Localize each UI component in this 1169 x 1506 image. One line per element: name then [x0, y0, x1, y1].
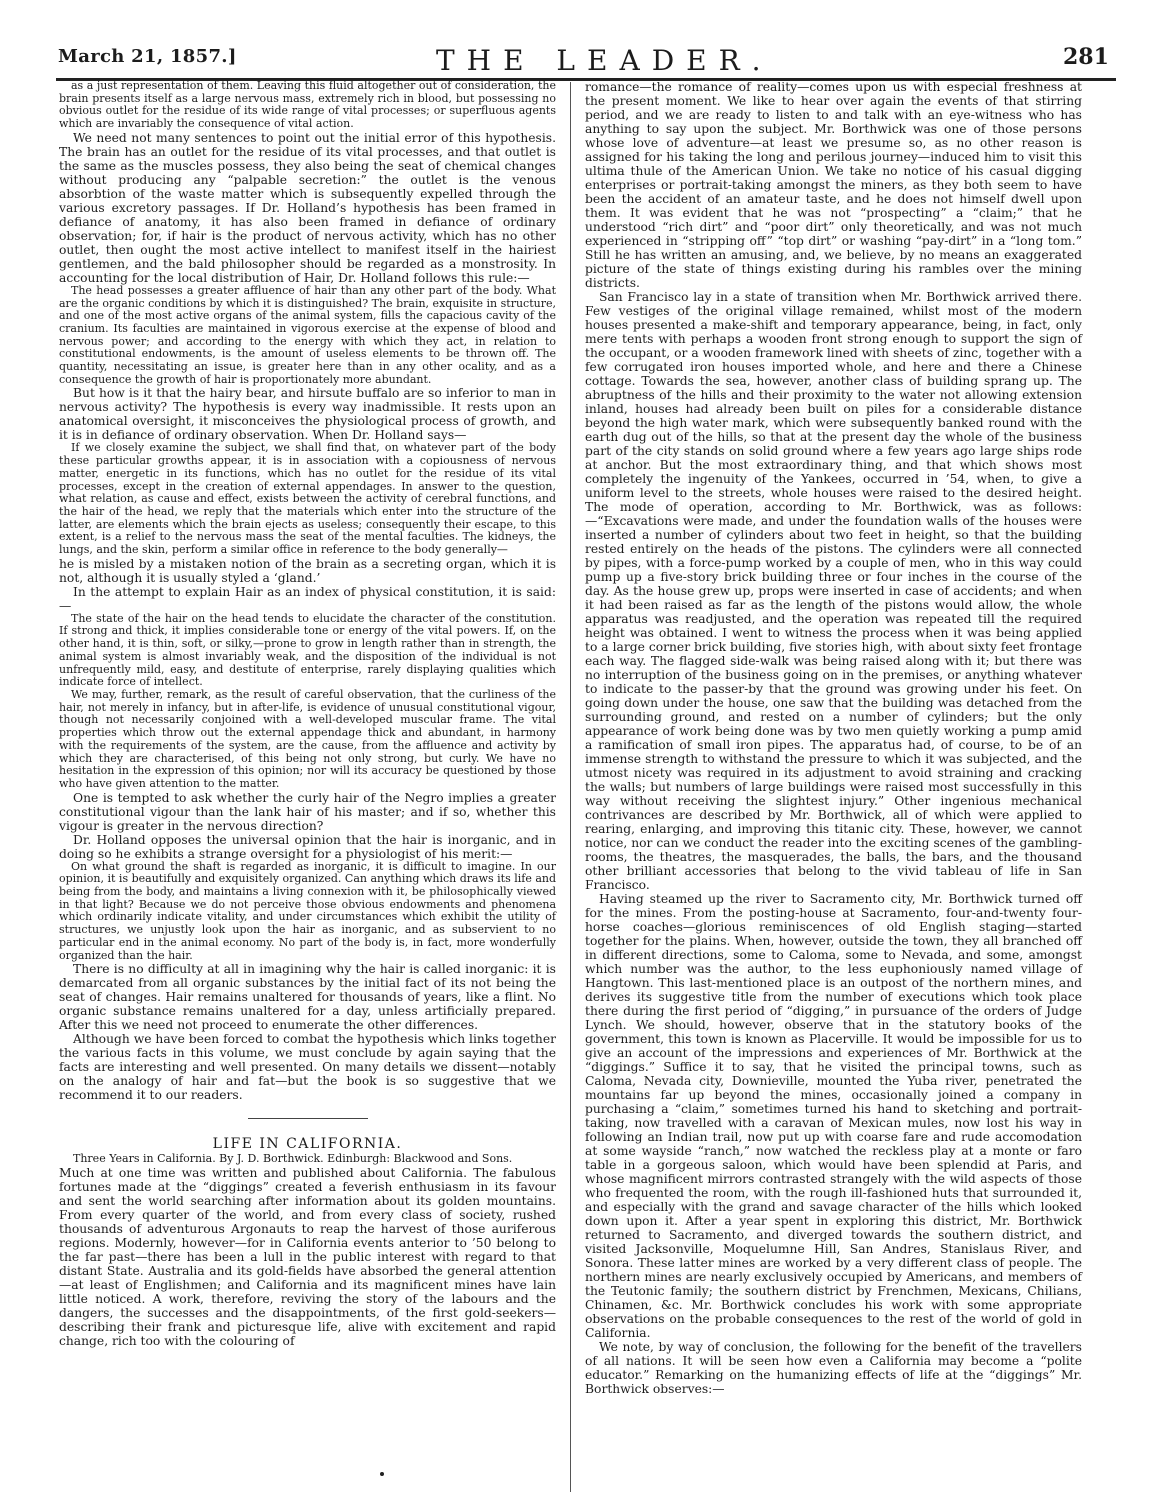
paragraph: One is tempted to ask whether the curly hair of the Negro implies a greater constitutional vigour than the lank hair of his master; and if so, whether this vigour is greater in the nervous direction? — [59, 790, 556, 833]
quoted-paragraph: We may, further, remark, as the result of careful observation, that the curliness of the hair, not merely in infancy, but in after-life, is evidence of unusual constitutional vigour, though not necessarily conjoined with a well-developed muscular frame. The vital properties which throw out the external appendage thick and abundant, in harmony with the requirements of the system, are the cause, from the affluence and activity by which they are characterised, of this being not only strong, but curly. We have no hesitation in the expression of this opinion; nor will its accuracy be questioned by those who have given attention to the matter. — [59, 687, 556, 790]
quoted-paragraph: The head possesses a greater affluence of hair than any other part of the body. What are the organic conditions by which it is distinguished? The brain, exquisite in structure, and one of the most active organs of the animal system, fills the capacious cavity of the cranium. Its faculties are maintained in vigorous exercise at the expense of blood and nervous power; and according to the energy with which they act, in relation to constitutional endowments, is the amount of useless elements to be thrown off. The quantity, necessitating an issue, is greater here than in any other ocality, and as a consequence the growth of hair is proportionately more abundant. — [59, 283, 556, 386]
paragraph: In the attempt to explain Hair as an index of physical constitution, it is said:— — [59, 584, 556, 613]
section-divider — [248, 1118, 368, 1119]
paragraph: We need not many sentences to point out the initial error of this hypothesis. The brain has an outlet for the residue of its vital processes, and that outlet is the same as the muscles possess, they also being the seat of chemical changes without producing any “palpable secretion:” the outlet is the venous absorbtion of the waste matter which is subsequently expelled through the various excretory passages. If Dr. Holland’s hypothesis has been framed in defiance of anatomy, it has also been framed in defiance of ordinary observation; for, if hair is the product of nervous activity, which has no other outlet, then ought the most active intellect to manifest itself in the hairiest gentlemen, and the bald philosopher should be regarded as a monstrosity. In accounting for the local distribution of Hair, Dr. Holland follows this rule:— — [59, 130, 556, 285]
newspaper-title: THE LEADER. — [436, 44, 773, 77]
quoted-paragraph: If we closely examine the subject, we shall find that, on whatever part of the body these particular growths appear, it is in association with a copiousness of nervous matter, energetic in its functions, which has no outlet for the residue of its vital processes, except in the creation of external appendages. In answer to the question, what relation, as cause and effect, exists between the activity of cerebral functions, and the hair of the head, we reply that the materials which enter into the structure of the latter, are elements which the brain ejects as useless; consequently their escape, to this extent, is a relief to the nervous mass the seat of the mental faculties. The kidneys, the lungs, and the skin, perform a similar office in reference to the body generally— — [59, 441, 556, 557]
paragraph: romance—the romance of reality—comes upon us with especial freshness at the present moment. We like to hear over again the events of that stirring period, and we are ready to listen to and talk with an eye-witness who has anything to say upon the subject. Mr. Borthwick was one of those persons whose love of adventure—at least we presume so, as no other reason is assigned for his taking the long and perilous journey—induced him to visit this ultima thule of the American Union. We take no notice of his casual digging enterprises or portrait-taking amongst the miners, as they both seem to have been the accident of an amateur taste, and he does not himself dwell upon them. It was evident that he was not “prospecting” a “claim;” that he understood “rich dirt” and “poor dirt” only theoretically, and was not much experienced in “stripping off” “top dirt” or washing “pay-dirt” in a “long tom.” Still he has written an amusing, and, we believe, by no means an exaggerated picture of the state of things existing during his rambles over the mining districts. — [585, 80, 1082, 290]
quoted-paragraph: The state of the hair on the head tends to elucidate the character of the constitution. If strong and thick, it implies considerable tone or energy of the vital powers. If, on the other hand, it is thin, soft, or silky,—prone to grow in length rather than in strength, the animal system is almost invariably weak, and the disposition of the individual is not unfrequently mild, easy, and destitute of enterprise, rarely displaying qualities which indicate force of intellect. — [59, 611, 556, 689]
paragraph: San Francisco lay in a state of transition when Mr. Borthwick arrived there. Few vestiges of the original village remained, whilst most of the modern houses presented a make-shift and temporary appearance, being, in fact, only mere tents with perhaps a wooden front strong enough to support the sign of the occupant, or a wooden framework lined with sheets of zinc, together with a few corrugated iron houses imported whole, and here and there a Chinese cottage. Towards the sea, however, another class of building sprang up. The abruptness of the hills and their proximity to the water not allowing extension inland, houses had already been built on piles for a considerable distance beyond the high water mark, which were subsequently banked round with the earth dug out of the hills, so that at the present day the whole of the business part of the city stands on solid ground where a few years ago large ships rode at anchor. But the most extraordinary thing, and that which shows most completely the ingenuity of the Yankees, occurred in ’54, when, to give a uniform level to the streets, whole houses were raised to the desired height. The mode of operation, according to Mr. Borthwick, was as follows:—“Excavations were made, and under the foundation walls of the houses were inserted a number of cylinders about two feet in height, so that the building rested entirely on the heads of the pistons. The cylinders were all connected by pipes, with a force-pump worked by a couple of men, who in this way could pump up a five-story brick building three or four inches in the course of the day. As the house grew up, props were inserted in case of accidents; and when it had been raised as far as the length of the pistons would allow, the whole apparatus was readjusted, and the operation was repeated till the required height was obtained. I went to witness the process when it was being applied to a large corner brick building, five stories high, with about sixty feet frontage each way. The flagged side-walk was being raised along with it; but there was no interruption of the business going on in the premises, or anything whatever to indicate to the passer-by that the ground was growing under his feet. On going down under the house, one saw that the building was detached from the surrounding ground, and rested on a number of cylinders; but the only appearance of work being done was by two men quietly working a pump amid a ramification of small iron pipes. The apparatus had, of course, to be of an immense strength to withstand the pressure to which it was subjected, and the utmost nicety was required in its adjustment to avoid straining and cracking the walls; but numbers of large buildings were raised most successfully in this way without receiving the slightest injury.” Other ingenious mechanical contrivances are described by Mr. Borthwick, all of which were applied to rearing, enlarging, and improving this titanic city. These, however, we cannot notice, nor can we conduct the reader into the exciting scenes of the gambling-rooms, the theatres, the masquerades, the balls, the bars, and the thousand other brilliant accessories that belong to the vivid tableau of life in San Francisco. — [585, 290, 1082, 892]
footer-mark — [380, 1472, 384, 1476]
quoted-paragraph: as a just representation of them. Leaving this fluid altogether out of consideration, the brain presents itself as a large nervous mass, extremely rich in blood, but possessing no obvious outlet for the residue of its wide range of vital processes; or superfluous agents which are invariably the consequence of vital action. — [59, 79, 556, 131]
left-column — [59, 80, 556, 1348]
paragraph: Dr. Holland opposes the universal opinion that the hair is inorganic, and in doing so he exhibits a strange oversight for a physiologist of his merit:— — [59, 832, 556, 861]
quoted-paragraph: On what ground the shaft is regarded as inorganic, it is difficult to imagine. In our opinion, it is beautifully and exquisitely organized. Can anything which draws its life and being from the body, and maintains a living connexion with it, be philosophically viewed in that light? Because we do not perceive those obvious endowments and phenomena which ordinarily indicate vitality, and under circumstances which exhibit the utility of structures, we unjustly look upon the hair as inorganic, and as subservient to no particular end in the animal economy. No part of the body is, in fact, more wonderfully organized than the hair. — [59, 859, 557, 962]
section-title: LIFE IN CALIFORNIA. — [212, 1136, 403, 1153]
page-number: 281 — [1063, 44, 1109, 70]
right-column — [585, 80, 1082, 1396]
right-column-body — [585, 80, 1082, 1396]
paragraph: Having steamed up the river to Sacramento city, Mr. Borthwick turned off for the mines. From the posting-house at Sacramento, four-and-twenty four-horse coaches—glorious reminiscences of old English staging—started together for the plains. When, however, outside the town, they all branched off in different directions, some to Caloma, some to Nevada, and some, amongst which number was the author, to the less euphoniously named village of Hangtown. This last-mentioned place is an outpost of the northern mines, and derives its suggestive title from the number of executions which took place there during the first period of “digging,” in pursuance of the orders of Judge Lynch. We should, however, observe that in the statutory books of the government, this town is known as Placerville. It would be impossible for us to give an account of the impressions and experiences of Mr. Borthwick at the “diggings.” Suffice it to say, that he visited the principal towns, such as Caloma, Nevada city, Downieville, mounted the Yuba river, penetrated the mountains far up beyond the mines, occasionally joined a company in purchasing a “claim,” sometimes turned his hand to sketching and portrait-taking, now travelled with a caravan of Mexican mules, now lost his way in following an Indian trail, now put up with coarse fare and rude accomodation at some wayside “ranch,” now watched the reckless play at a monte or faro table in a gorgeous saloon, which would have been splendid at Paris, and whose magnificent mirrors contrasted strangely with the wild aspects of those who frequented the room, with the rough ill-fashioned huts that surrounded it, and especially with the grand and savage character of the hills which looked down upon it. After a year spent in exploring this district, Mr. Borthwick returned to Sacramento, and diverged towards the southern district, and visited Jacksonville, Moquelumne Hill, San Andres, Stanislaus River, and Sonora. These latter mines are worked by a very different class of people. The northern mines are nearly exclusively occupied by Americans, and members of the Teutonic family; the southern district by Frenchmen, Mexicans, Chilians, Chinamen, &c. Mr. Borthwick concludes his work with some appropriate observations on the probable consequences to the rest of the world of gold in California. — [585, 892, 1082, 1340]
column-divider — [570, 82, 571, 1492]
paragraph: Much at one time was written and published about California. The fabulous fortunes made at the “diggings” created a feverish enthusiasm in its favour and sent the world searching after information about its golden mountains. From every quarter of the world, and from every class of society, rushed thousands of adventurous Argonauts to reap the harvest of those auriferous regions. Modernly, however—for in California events anterior to ’50 belong to the far past—there has been a lull in the public interest with regard to that distant State. Australia and its gold-fields have absorbed the general attention—at least of Englishmen; and California and its magnificent mines have lain little noticed. A work, therefore, reviving the story of the labours and the dangers, the successes and the disappointments, of the first gold-seekers—describing their frank and picturesque life, alive with excitement and rapid change, rich too with the colouring of — [59, 1165, 556, 1348]
paragraph: We note, by way of conclusion, the following for the benefit of the travellers of all nations. It will be seen how even a California may become a “polite educator.” Remarking on the humanizing effects of life at the “diggings” Mr. Borthwick observes:— — [585, 1340, 1082, 1396]
masthead — [0, 0, 1169, 80]
paragraph: Although we have been forced to combat the hypothesis which links together the various facts in this volume, we must conclude by again saying that the facts are interesting and well presented. On many details we dissent—notably on the analogy of hair and fat—but the book is so suggestive that we recommend it to our readers. — [59, 1032, 556, 1103]
paragraph: But how is it that the hairy bear, and hirsute buffalo are so inferior to man in nervous activity? The hypothesis is every way inadmissible. It rests upon an anatomical oversight, it misconceives the physiological process of growth, and it is in defiance of ordinary observation. When Dr. Holland says— — [59, 386, 556, 443]
section-body — [59, 1166, 556, 1348]
issue-date: March 21, 1857.] — [58, 46, 237, 67]
paragraph: he is misled by a mistaken notion of the brain as a secreting organ, which it is not, although it is usually styled a ‘gland.’ — [59, 556, 556, 585]
left-column-body — [59, 80, 556, 1102]
review-byline: Three Years in California. By J. D. Borthwick. Edinburgh: Blackwood and Sons. — [73, 1152, 513, 1166]
paragraph: There is no difficulty at all in imagining why the hair is called inorganic: it is demarcated from all organic substances by the initial fact of its not being the seat of changes. Hair remains unaltered for thousands of years, like a flint. No organic substance remains unaltered for a day, unless artificially prepared. After this we need not proceed to enumerate the other differences. — [59, 962, 556, 1033]
